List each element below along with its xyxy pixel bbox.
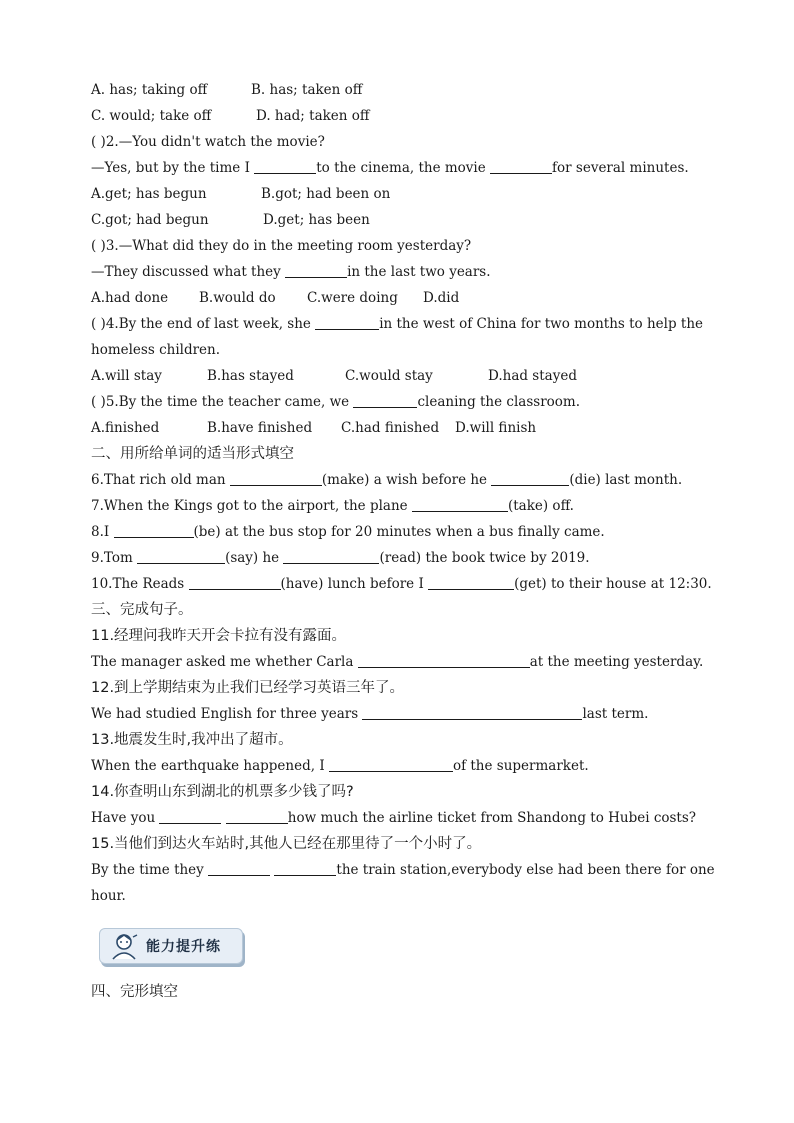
- q5-question-2: cleaning the classroom.: [417, 394, 580, 410]
- q2-option-d: D.get; has been: [263, 212, 370, 228]
- answer-blank: [329, 757, 453, 772]
- q6-text-3: (die) last month.: [569, 472, 683, 488]
- q5-option-b: B.have finished: [207, 420, 313, 436]
- q11-text-2: at the meeting yesterday.: [529, 654, 704, 670]
- q2-option-c: C.got; had begun: [91, 212, 209, 228]
- q11-chinese: 11.经理问我昨天开会卡拉有没有露面。: [91, 628, 347, 644]
- answer-paren: ( ): [91, 134, 106, 150]
- q4-stem: [91, 311, 711, 363]
- student-icon: [108, 931, 140, 961]
- q1-option-c: C. would; take off: [91, 108, 212, 124]
- q2-stem: [91, 129, 711, 155]
- q2-options-row1: [91, 181, 711, 207]
- q10-text-2: (have) lunch before I: [280, 576, 424, 592]
- section-2-title: 二、用所给单词的适当形式填空: [91, 446, 294, 462]
- answer-blank: [159, 809, 221, 824]
- q6-text-1: 6.That rich old man: [91, 472, 226, 488]
- answer-blank: [491, 471, 569, 486]
- q7-text-2: (take) off.: [507, 498, 574, 514]
- q15-text-2: the train station,everybody else had been there for one: [336, 862, 715, 878]
- q4-options: [91, 363, 711, 389]
- q1-options-row1: [91, 77, 711, 103]
- q10-text-3: (get) to their house at 12:30.: [514, 576, 712, 592]
- answer-blank: [208, 861, 270, 876]
- answer-blank: [283, 549, 379, 564]
- answer-blank: [189, 575, 281, 590]
- q4-question-1: 4.By the end of last week, she: [105, 316, 311, 332]
- q9-text-3: (read) the book twice by 2019.: [379, 550, 590, 566]
- q2-reply-text-2: to the cinema, the movie: [316, 160, 486, 176]
- q3-option-d: D.did: [423, 290, 460, 306]
- q15-continued: hour.: [91, 888, 126, 904]
- q5-option-d: D.will finish: [455, 420, 537, 436]
- q12-text-1: We had studied English for three years: [91, 706, 359, 722]
- q11-text-1: The manager asked me whether Carla: [91, 654, 354, 670]
- q2-reply: [91, 155, 711, 181]
- answer-blank: [285, 263, 347, 278]
- q8-text-2: (be) at the bus stop for 20 minutes when a bus finally came.: [193, 524, 605, 540]
- q5-stem: [91, 389, 711, 415]
- q9: [91, 545, 711, 571]
- q1-option-b: B. has; taken off: [251, 82, 363, 98]
- q12-text-2: last term.: [582, 706, 649, 722]
- q15-text-1: By the time they: [91, 862, 204, 878]
- q3-option-c: C.were doing: [307, 290, 398, 306]
- q15: [91, 857, 715, 883]
- answer-blank: [230, 471, 322, 486]
- q6: [91, 467, 711, 493]
- q4-option-d: D.had stayed: [488, 368, 577, 384]
- answer-blank: [412, 497, 508, 512]
- q10-text-1: 10.The Reads: [91, 576, 185, 592]
- answer-blank: [254, 159, 316, 174]
- q14-chinese: 14.你查明山东到湖北的机票多少钱了吗?: [91, 784, 354, 800]
- q6-text-2: (make) a wish before he: [321, 472, 488, 488]
- q2-reply-text-1: —Yes, but by the time I: [91, 160, 250, 176]
- q4-option-b: B.has stayed: [207, 368, 294, 384]
- q3-question: 3.—What did they do in the meeting room yesterday?: [105, 238, 472, 254]
- ability-section-badge: [99, 928, 243, 964]
- answer-blank: [137, 549, 225, 564]
- answer-blank: [428, 575, 514, 590]
- q4-question-2: in the west of China for two months to help the homeless children.: [91, 316, 704, 358]
- q1-option-d: D. had; taken off: [256, 108, 370, 124]
- q14-text-2: how much the airline ticket from Shandong to Hubei costs?: [287, 810, 697, 826]
- q2-option-a: A.get; has begun: [91, 186, 207, 202]
- answer-blank: [274, 861, 336, 876]
- q1-options-row2: [91, 103, 711, 129]
- q5-option-c: C.had finished: [341, 420, 440, 436]
- q3-option-b: B.would do: [199, 290, 276, 306]
- q3-option-a: A.had done: [91, 290, 169, 306]
- q14-text-1: Have you: [91, 810, 156, 826]
- q12: [91, 701, 711, 727]
- answer-paren: ( ): [91, 394, 106, 410]
- q2-reply-text-3: for several minutes.: [552, 160, 689, 176]
- q7: [91, 493, 711, 519]
- answer-blank: [114, 523, 194, 538]
- q4-option-a: A.will stay: [91, 368, 162, 384]
- answer-blank: [362, 705, 582, 720]
- q1-option-a: A. has; taking off: [91, 82, 208, 98]
- answer-paren: ( ): [91, 316, 106, 332]
- q13: [91, 753, 711, 779]
- answer-blank: [315, 315, 379, 330]
- q3-options: [91, 285, 711, 311]
- q5-option-a: A.finished: [91, 420, 160, 436]
- q9-text-1: 9.Tom: [91, 550, 133, 566]
- answer-paren: ( ): [91, 238, 106, 254]
- q9-text-2: (say) he: [225, 550, 280, 566]
- worksheet: [91, 77, 715, 909]
- q15-chinese: 15.当他们到达火车站时,其他人已经在那里待了一个小时了。: [91, 836, 482, 852]
- q3-reply: [91, 259, 711, 285]
- q13-chinese: 13.地震发生时,我冲出了超市。: [91, 732, 293, 748]
- q2-options-row2: [91, 207, 711, 233]
- answer-blank: [353, 393, 417, 408]
- q12-chinese: 12.到上学期结束为止我们已经学习英语三年了。: [91, 680, 405, 696]
- q3-reply-text-2: in the last two years.: [347, 264, 491, 280]
- q14: [91, 805, 711, 831]
- q11: [91, 649, 711, 675]
- section-3-title: 三、完成句子。: [91, 602, 193, 618]
- answer-blank: [226, 809, 288, 824]
- q8-text-1: 8.I: [91, 524, 110, 540]
- q5-question-1: 5.By the time the teacher came, we: [105, 394, 350, 410]
- q7-text-1: 7.When the Kings got to the airport, the plane: [91, 498, 408, 514]
- q2-question: 2.—You didn't watch the movie?: [105, 134, 325, 150]
- q4-option-c: C.would stay: [345, 368, 433, 384]
- answer-blank: [358, 653, 530, 668]
- q13-text-2: of the supermarket.: [452, 758, 589, 774]
- q8: [91, 519, 711, 545]
- section-4-title: 四、完形填空: [91, 984, 178, 1000]
- badge-label: 能力提升练: [146, 939, 221, 955]
- q13-text-1: When the earthquake happened, I: [91, 758, 325, 774]
- answer-blank: [490, 159, 552, 174]
- q10: [91, 571, 711, 597]
- q3-reply-text-1: —They discussed what they: [91, 264, 281, 280]
- q5-options: [91, 415, 711, 441]
- q3-stem: [91, 233, 711, 259]
- q2-option-b: B.got; had been on: [261, 186, 391, 202]
